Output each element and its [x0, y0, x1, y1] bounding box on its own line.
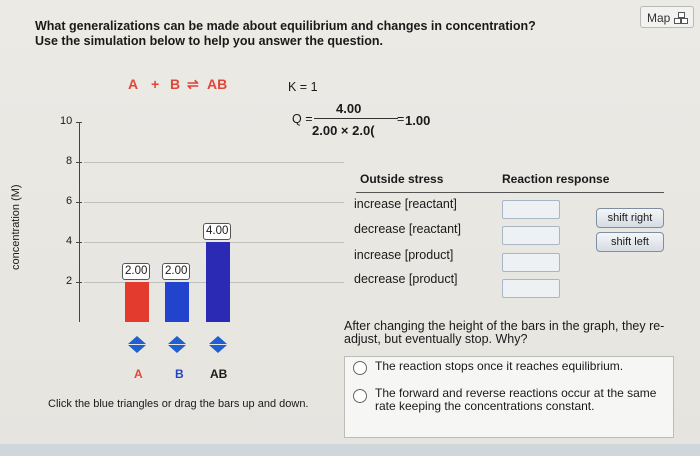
y-tick-label: 4: [66, 235, 73, 247]
col-header-response: Reaction response: [502, 172, 610, 186]
q-numerator: 4.00: [336, 101, 362, 116]
stress-decrease-product: decrease [product]: [354, 272, 458, 286]
map-grid-icon: [674, 12, 688, 24]
answer-radio-2[interactable]: [353, 389, 367, 403]
y-tick-label: 2: [66, 275, 73, 287]
answer-radio-1[interactable]: [353, 361, 367, 375]
reaction-product: AB: [207, 76, 228, 92]
answer-option-2[interactable]: The forward and reverse reactions occur at the same rate keeping the concentrations constant.: [375, 386, 657, 413]
stress-increase-reactant: increase [reactant]: [354, 197, 457, 211]
answer-option-1[interactable]: The reaction stops once it reaches equilibrium.: [375, 359, 624, 373]
y-tick-label: 10: [60, 115, 73, 127]
followup-question: After changing the height of the bars in the graph, they re-adjust, but eventually stop. Why?: [344, 319, 665, 346]
shift-left-tile[interactable]: shift left: [596, 232, 664, 252]
response-dropzone-1[interactable]: [502, 200, 560, 219]
response-dropzone-2[interactable]: [502, 226, 560, 245]
bottom-bar: [0, 444, 700, 456]
y-tick-mark: [76, 282, 82, 283]
q-label: Q =: [292, 112, 313, 126]
adjust-triangle-icon[interactable]: [168, 336, 186, 354]
reaction-reactant-a: A: [128, 76, 139, 92]
shift-right-tile[interactable]: shift right: [596, 208, 664, 228]
bar-a[interactable]: [125, 282, 149, 322]
category-label-a: A: [134, 367, 143, 381]
stress-decrease-reactant: decrease [reactant]: [354, 222, 462, 236]
bar-value-label: 2.00: [122, 263, 150, 280]
question-instructions: Use the simulation below to help you answer the question.: [35, 34, 383, 48]
question-title: What generalizations can be made about equilibrium and changes in concentration?: [35, 19, 536, 33]
q-denominator: 2.00 × 2.0(: [312, 123, 375, 138]
category-label-ab: AB: [210, 367, 228, 381]
q-value: 1.00: [405, 113, 431, 128]
y-tick-mark: [76, 162, 82, 163]
adjust-triangle-icon[interactable]: [209, 336, 227, 354]
fraction-line: [314, 118, 398, 119]
bar-ab[interactable]: [206, 242, 230, 322]
y-tick-mark: [76, 202, 82, 203]
stress-increase-product: increase [product]: [354, 248, 454, 262]
chart-hint: Click the blue triangles or drag the bars up and down.: [48, 398, 309, 410]
y-axis: [79, 122, 80, 322]
y-tick-mark: [76, 122, 82, 123]
category-label-b: B: [175, 367, 184, 381]
y-tick-label: 8: [66, 155, 73, 167]
map-label: Map: [647, 11, 671, 25]
gridline: [84, 202, 344, 203]
y-axis-label: concentration (M): [10, 184, 22, 270]
response-dropzone-3[interactable]: [502, 253, 560, 272]
adjust-triangle-icon[interactable]: [128, 336, 146, 354]
reaction-reactant-b: B: [170, 76, 181, 92]
answer-choices: [344, 356, 674, 438]
map-button[interactable]: [640, 6, 694, 28]
y-tick-mark: [76, 242, 82, 243]
q-equals: =: [397, 112, 405, 126]
k-value: K = 1: [288, 80, 318, 94]
gridline: [84, 162, 344, 163]
bar-b[interactable]: [165, 282, 189, 322]
col-header-stress: Outside stress: [360, 172, 444, 186]
y-tick-label: 6: [66, 195, 73, 207]
bar-value-label: 2.00: [162, 263, 190, 280]
reaction-plus: +: [151, 76, 160, 92]
bar-value-label: 4.00: [203, 223, 231, 240]
equilibrium-arrow-icon: ⇌: [187, 76, 199, 92]
response-dropzone-4[interactable]: [502, 279, 560, 298]
table-header-divider: [356, 192, 664, 193]
